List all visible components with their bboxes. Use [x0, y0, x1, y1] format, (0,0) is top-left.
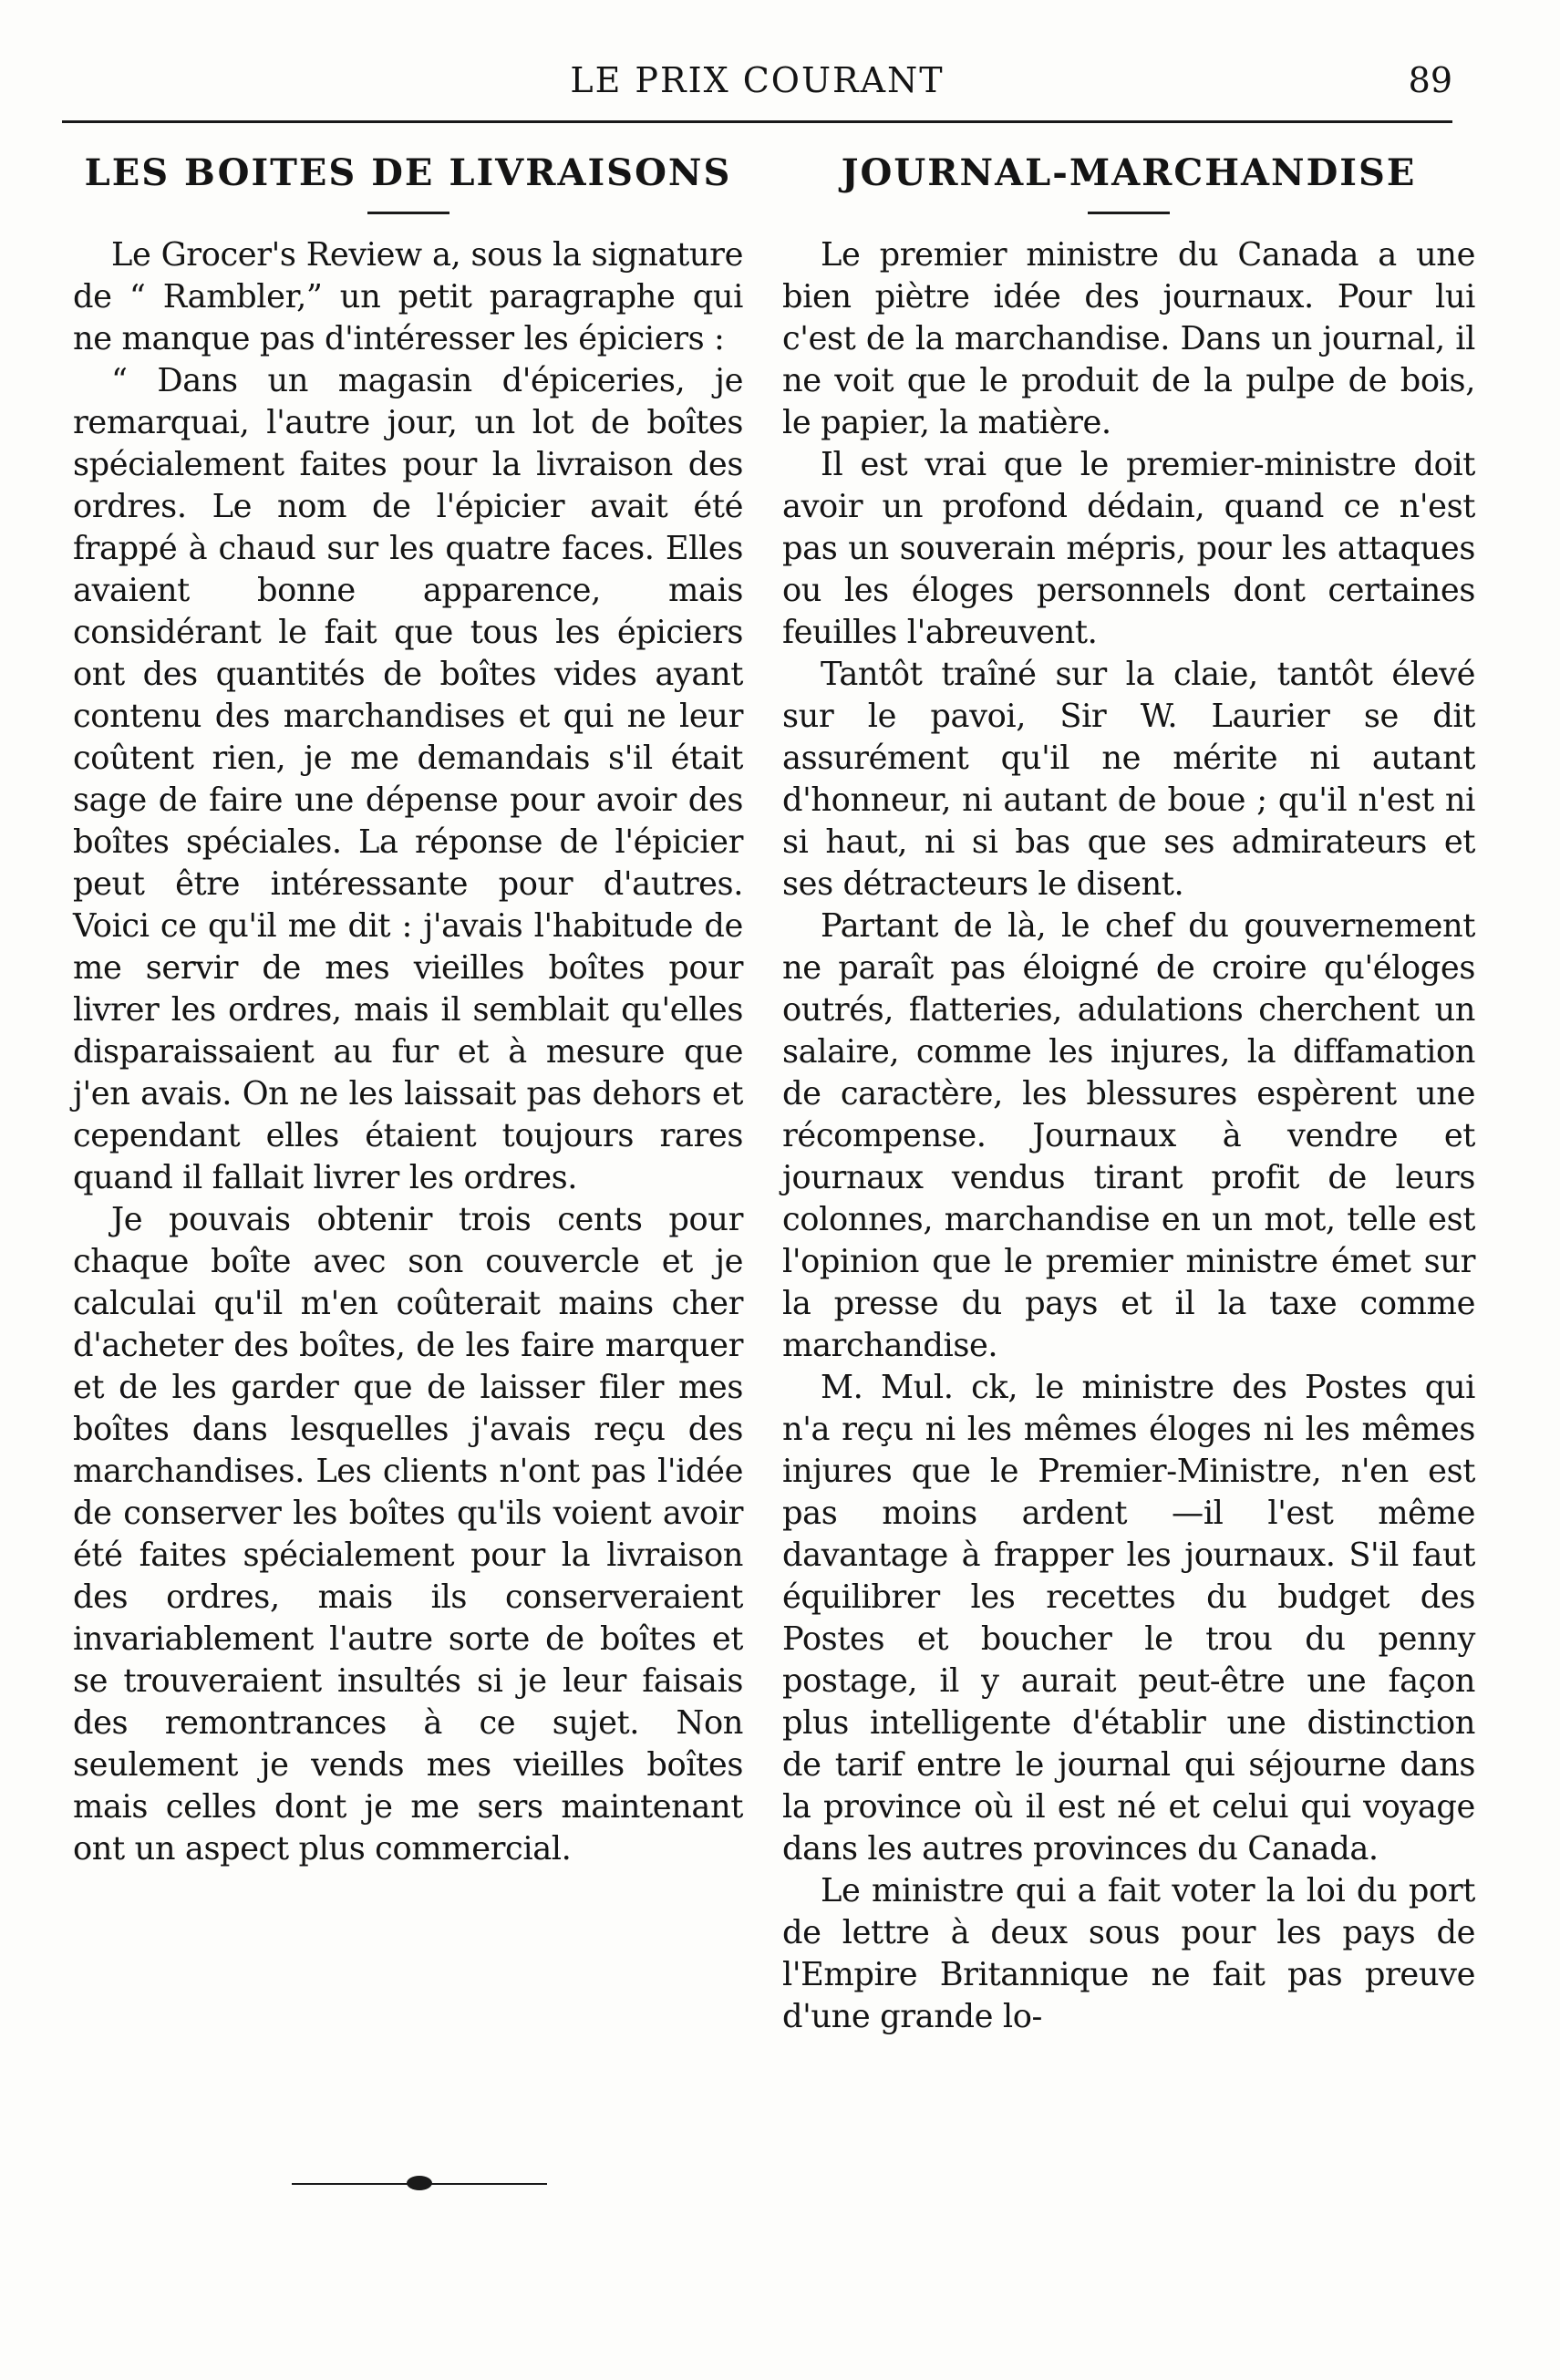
left-title-rule [367, 212, 449, 214]
paragraph: Le Grocer's Review a, sous la signature de “ Rambler,” un petit paragraphe qui ne manque pas d'intéresser les épiciers : [73, 236, 743, 357]
left-column [73, 139, 743, 1870]
page-number: 89 [1408, 60, 1452, 100]
paragraph: Il est vrai que le premier-ministre doit avoir un profond dédain, quand ce n'est pas un souverain mépris, pour les attaques ou les éloges personnels dont certaines feuilles l'abreuvent. [782, 446, 1475, 651]
left-article-body [73, 234, 743, 1870]
ornament-diamond [407, 2176, 432, 2190]
paragraph: Le premier ministre du Canada a une bien piètre idée des journaux. Pour lui c'est de la marchandise. Dans un journal, il ne voit que le produit de la pulpe de bois, le papier, la matière. [782, 236, 1475, 441]
right-title-rule [1088, 212, 1170, 214]
left-article-title: LES BOITES DE LIVRAISONS [84, 151, 732, 194]
paragraph: Je pouvais obtenir trois cents pour chaque boîte avec son couvercle et je calculai qu'il m'en coûterait mains cher d'acheter des boîtes, de les faire marquer et de les garder que de laisser filer mes boîtes dans lesquelles j'avais reçu des marchandises. Les clients n'ont pas l'idée de conserver les boîtes qu'ils voient avoir été faites spécialement pour la livraison des ordres, mais ils conserveraient invariablement l'autre sorte de boîtes et se trouveraient insultés si je leur faisais des remontrances à ce sujet. Non seulement je vends mes vieilles boîtes mais celles dont je me sers maintenant ont un aspect plus commercial. [73, 1201, 743, 1868]
right-column [782, 139, 1475, 2038]
running-title: LE PRIX COURANT [570, 60, 945, 100]
paragraph: Tantôt traîné sur la claie, tantôt élevé sur le pavoi, Sir W. Laurier se dit assurément qu'il ne mérite ni autant d'honneur, ni autant de boue ; qu'il n'est ni si haut, ni si bas que ses admirateurs et ses détracteurs le disent. [782, 656, 1475, 903]
right-article-body [782, 234, 1475, 2038]
paragraph: Partant de là, le chef du gouvernement ne paraît pas éloigné de croire qu'éloges outrés, flatteries, adulations cherchent un salaire, comme les injures, la diffamation de caractère, les blessures espèrent une récompense. Journaux à vendre et journaux vendus tirant profit de leurs colonnes, marchandise en un mot, telle est l'opinion que le premier ministre émet sur la presse du pays et il la taxe comme marchandise. [782, 907, 1475, 1364]
header-rule [62, 120, 1452, 123]
paragraph: M. Mul. ck, le ministre des Postes qui n'a reçu ni les mêmes éloges ni les mêmes injures que le Premier-Ministre, n'en est pas moins ardent —il l'est même davantage à frapper les journaux. S'il faut équilibrer les recettes du budget des Postes et boucher le trou du penny postage, il y aurait peut-être une façon plus intelligente d'établir une distinction de tarif entre le journal qui séjourne dans la province où il est né et celui qui voyage dans les autres provinces du Canada. [782, 1369, 1475, 1868]
running-head [62, 57, 1452, 102]
paragraph: Le ministre qui a fait voter la loi du port de lettre à deux sous pour les pays de l'Empire Britannique ne fait pas preuve d'une grande lo- [782, 1872, 1475, 2035]
paragraph: “ Dans un magasin d'épiceries, je remarquai, l'autre jour, un lot de boîtes spécialement faites pour la livraison des ordres. Le nom de l'épicier avait été frappé à chaud sur les quatre faces. Elles avaient bonne apparence, mais considérant le fait que tous les épiciers ont des quantités de boîtes vides ayant contenu des marchandises et qui ne leur coûtent rien, je me demandais s'il était sage de faire une dépense pour avoir des boîtes spéciales. La réponse de l'épicier peut être intéressante pour d'autres. Voici ce qu'il me dit : j'avais l'habitude de me servir de mes vieilles boîtes pour livrer les ordres, mais il semblait qu'elles disparaissaient au fur et à mesure que j'en avais. On ne les laissait pas dehors et cependant elles étaient toujours rares quand il fallait livrer les ordres. [73, 362, 743, 1196]
right-article-title: JOURNAL-MARCHANDISE [841, 151, 1417, 194]
end-ornament [292, 2175, 547, 2193]
